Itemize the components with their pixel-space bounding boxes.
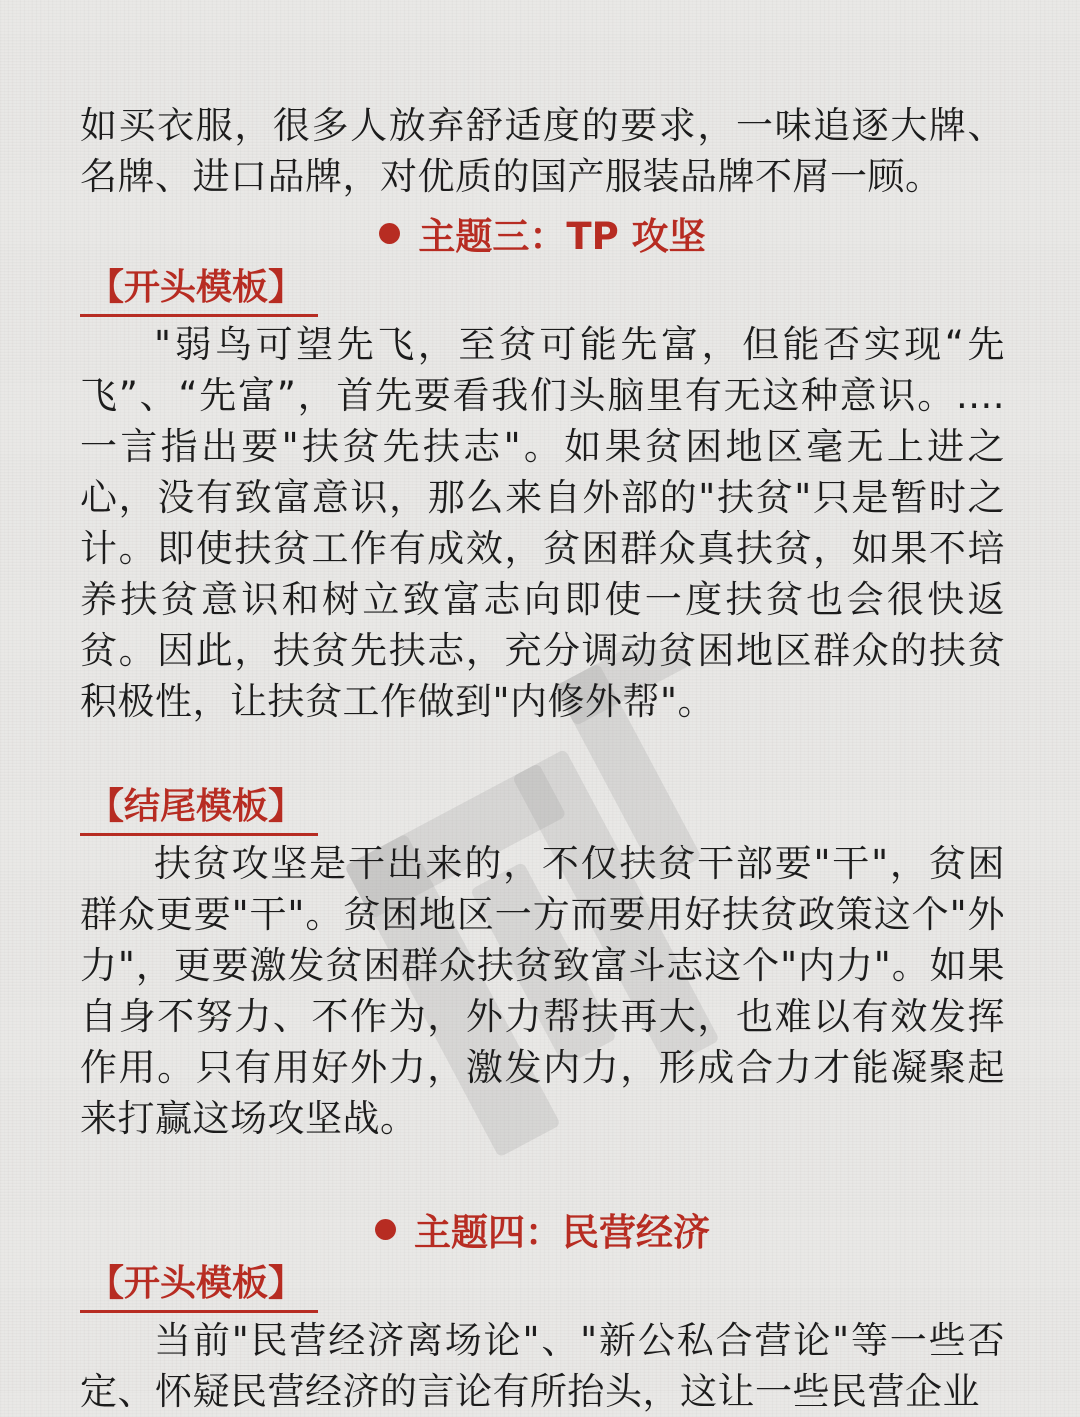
intro-paragraph: 如买衣服，很多人放弃舒适度的要求，一味追逐大牌、名牌、进口品牌，对优质的国产服装品牌不屑一顾。	[80, 104, 1005, 198]
topic4-title: 主题四：民营经济	[414, 1211, 710, 1254]
topic3-ending-paragraph: 扶贫攻坚是干出来的，不仅扶贫干部要"干"，贫困群众更要"干"。贫困地区一方而要用好扶贫政策这个"外力"，更要激发贫困群众扶贫致富斗志这个"内力"。如果自身不努力、不作为，外力帮扶再大，也难以有效发挥作用。只有用好外力，激发内力，形成合力才能凝聚起来打赢这场攻坚战。	[80, 842, 1005, 1140]
topic3-opening-paragraph: "弱鸟可望先飞，至贫可能先富，但能否实现“先飞”、“先富”，首先要看我们头脑里有无这种意识。....一言指出要"扶贫先扶志"。如果贫困地区毫无上进之心，没有致富意识，那么来自外部的"扶贫"只是暂时之计。即使扶贫工作有成效，贫困群众真扶贫，如果不培养扶贫意识和树立致富志向即使一度扶贫也会很快返贫。因此，扶贫先扶志，充分调动贫困地区群众的扶贫积极性，让扶贫工作做到"内修外帮"。	[80, 323, 1005, 723]
bullet-dot-icon	[375, 1219, 396, 1240]
topic3-opening-label: 【开头模板】	[80, 264, 318, 317]
topic4-opening-label: 【开头模板】	[80, 1260, 318, 1313]
bullet-dot-icon	[379, 223, 400, 244]
topic4-heading	[80, 1202, 1005, 1256]
topic3-title: 主题三：TP 攻坚	[418, 215, 706, 258]
topic4-opening-paragraph: 当前"民营经济离场论"、"新公私合营论"等一些否定、怀疑民营经济的言论有所抬头，这让一些民营企业	[80, 1319, 1005, 1413]
topic3-heading	[80, 206, 1005, 260]
article-body	[80, 100, 1005, 1417]
topic3-ending-label: 【结尾模板】	[80, 783, 318, 836]
